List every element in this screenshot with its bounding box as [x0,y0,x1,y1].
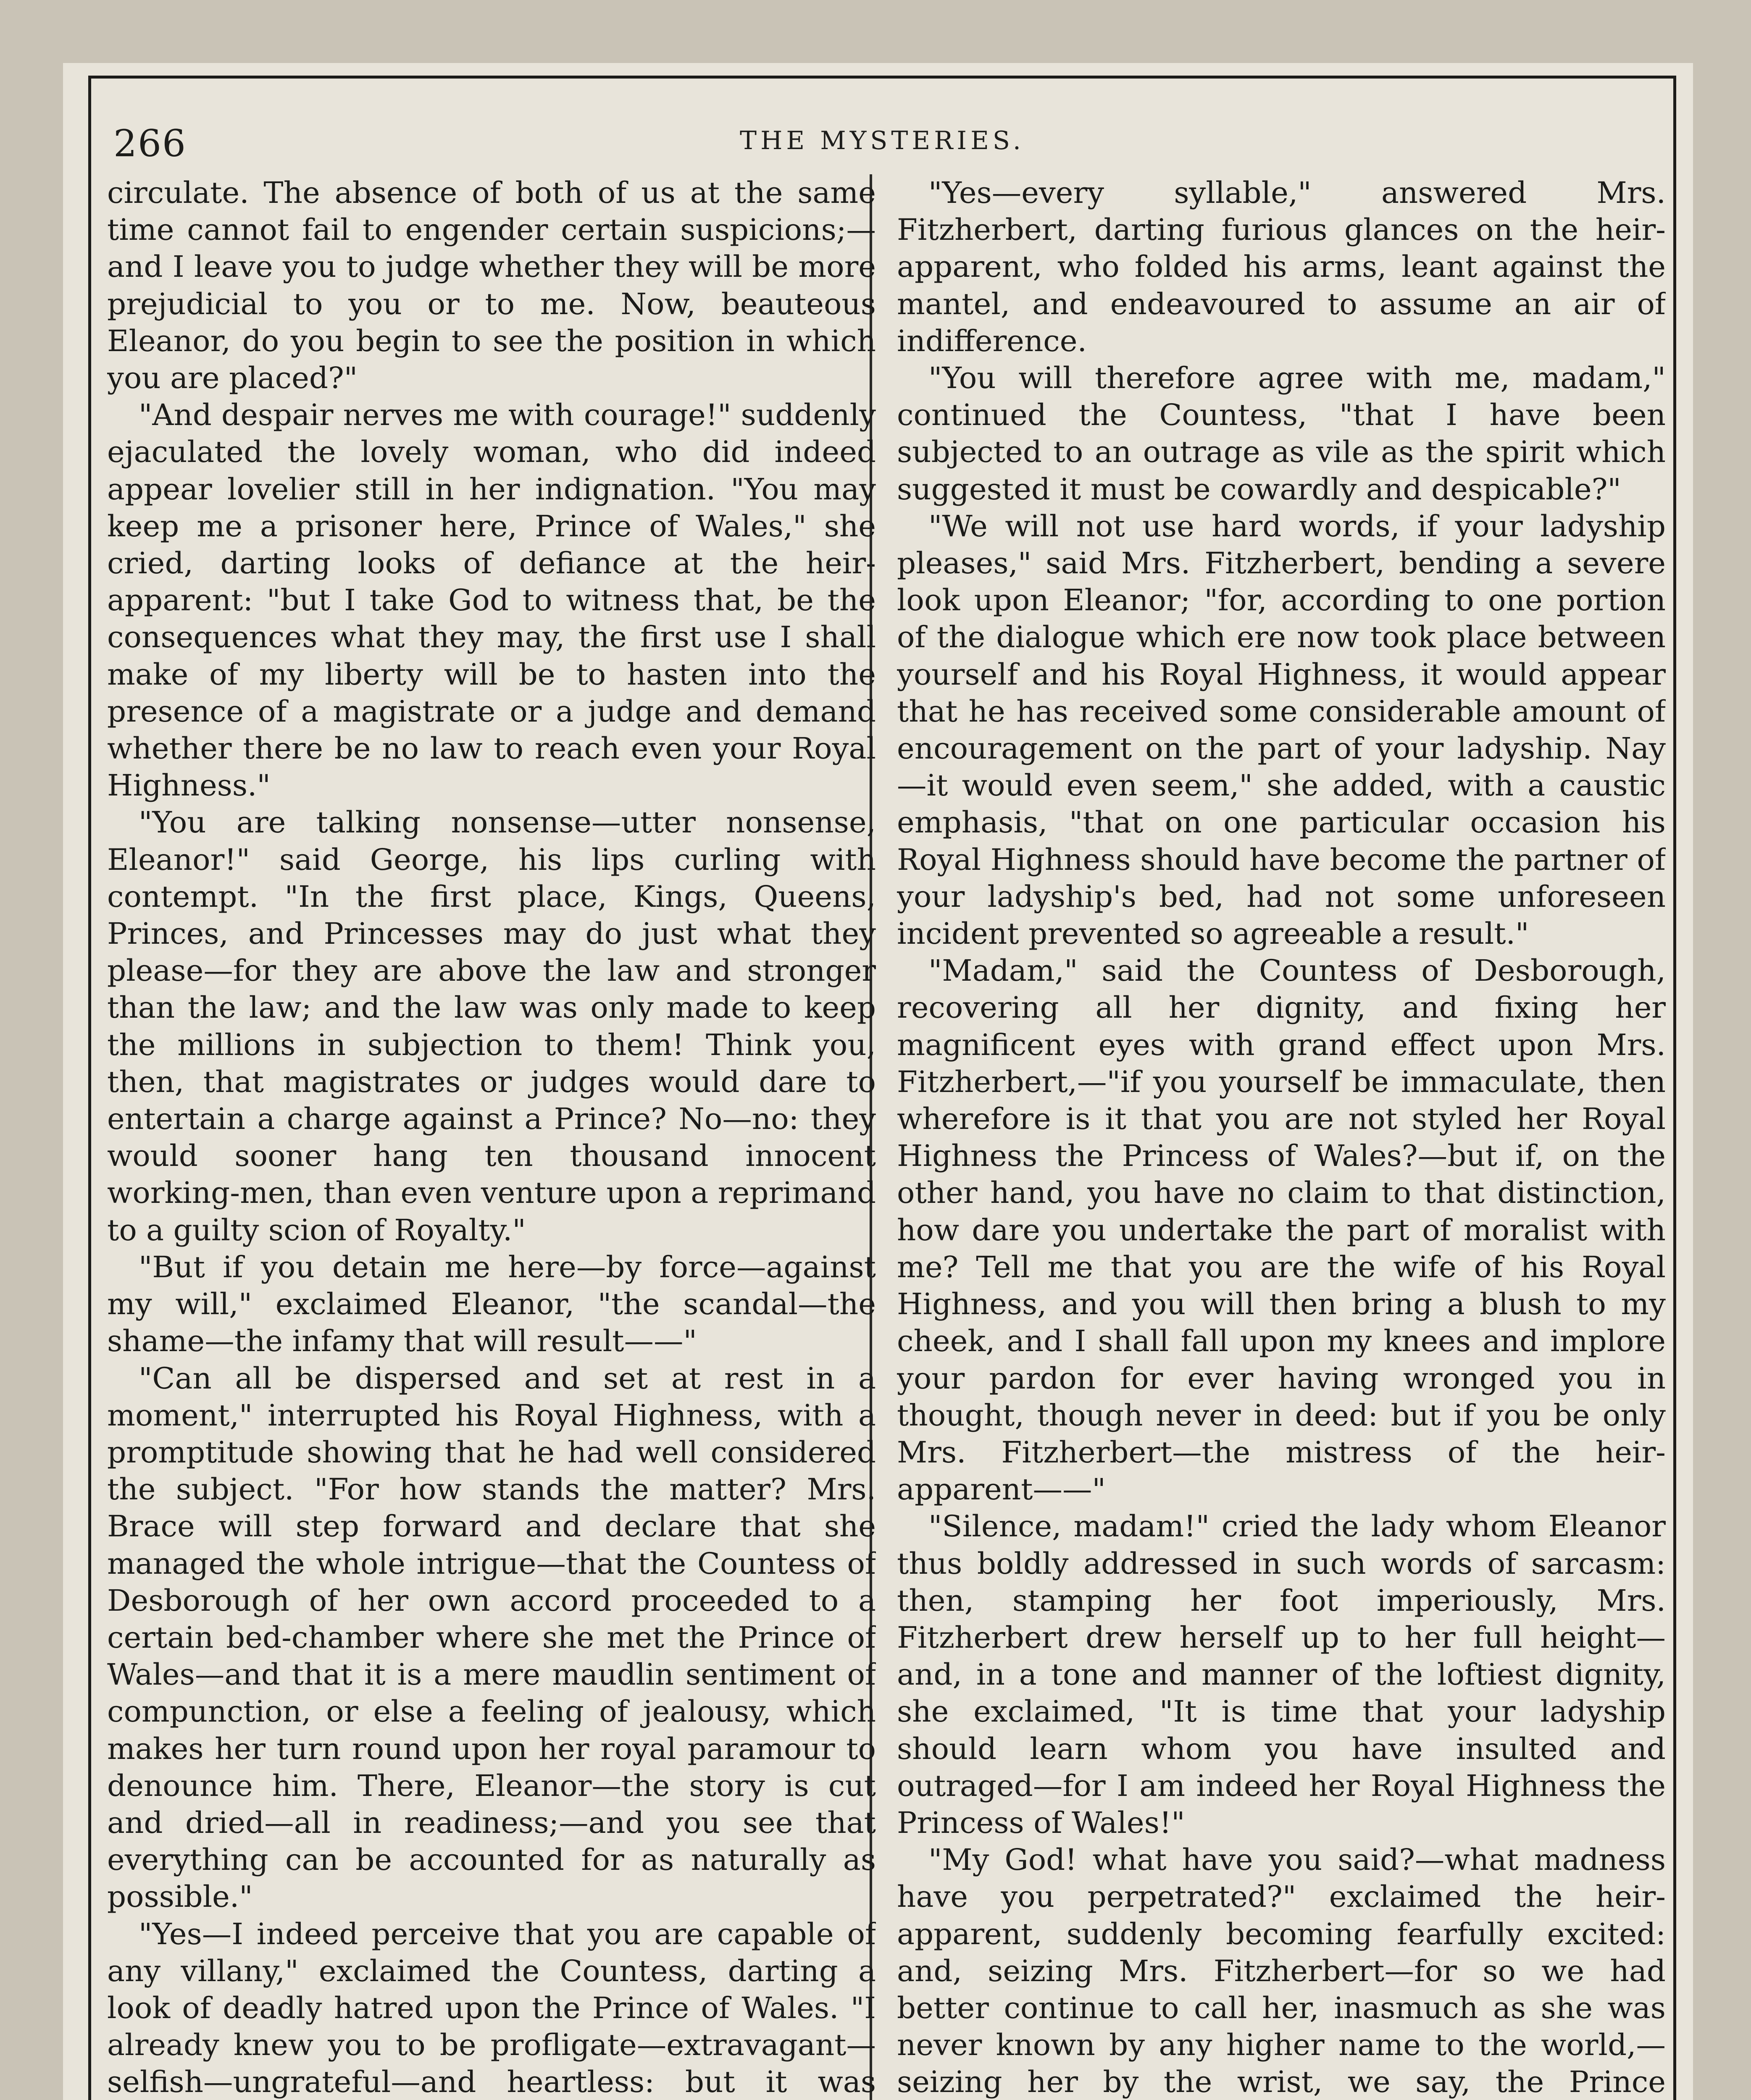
running-head: THE MYSTERIES. [740,126,1025,155]
book-page [63,63,1693,2100]
paragraph: "And despair nerves me with courage!" suddenly ejaculated the lovely woman, who did indeed appear lovelier still in her indignation. "You may keep me a prisoner here, Prince of Wales," she cried, darting looks of defiance at the heir-apparent: "but I take God to witness that, be the consequences what they may, the first use I shall make of my liberty will be to hasten into the presence of a magistrate or a judge and demand whether there be no law to reach even your Royal Highness." [107,398,876,803]
paragraph: "Can all be dispersed and set at rest in a moment," interrupted his Royal Highness, with a promptitude showing that he had well considered the subject. "For how stands the matter? Mrs. Brace will step forward and declare that she managed the whole intrigue—that the Countess of Desborough of her own accord proceeded to a certain bed-chamber where she met the Prince of Wales—and that it is a mere maudlin sentiment of compunction, or else a feeling of jealousy, which makes her turn round upon her royal paramour to denounce him. There, Eleanor—the story is cut and dried—all in readiness;—and you see that everything can be accounted for as naturally as possible." [107,1361,876,1914]
paragraph: "But if you detain me here—by force—against my will," exclaimed Eleanor, "the scandal—the shame—the infamy that will result——" [107,1250,876,1359]
page-number: 266 [113,122,187,165]
paragraph: "You are talking nonsense—utter nonsense, Eleanor!" said George, his lips curling with contempt. "In the first place, Kings, Queens, Princes, and Princesses may do just what they please—for they are above the law and stronger than the law; and the law was only made to keep the millions in subjection to them! Think you, then, that magistrates or judges would dare to entertain a charge against a Prince? No—no: they would sooner hang ten thousand innocent working-men, than even venture upon a reprimand to a guilty scion of Royalty." [107,805,876,1247]
left-column [107,174,876,2100]
paragraph: "Silence, madam!" cried the lady whom Eleanor thus boldly addressed in such words of sarcasm: then, stamping her foot imperiously, Mrs. Fitzherbert drew herself up to her full height—and, in a tone and manner of the loftiest dignity, she exclaimed, "It is time that your ladyship should learn whom you have insulted and outraged—for I am indeed her Royal Highness the Princess of Wales!" [897,1509,1666,1840]
page-header [88,97,1676,168]
paragraph: circulate. The absence of both of us at the same time cannot fail to engender certain suspicions;—and I leave you to judge whether they will be more prejudicial to you or to me. Now, beauteous Eleanor, do you begin to see the position in which you are placed?" [107,176,876,396]
paragraph: "Yes—I indeed perceive that you are capable of any villany," exclaimed the Countess, darting a look of deadly hatred upon the Prince of Wales. "I already knew you to be profligate—extravagant—selfish—ungrateful—and heartless: but it was [107,1916,876,2100]
paragraph: "Madam," said the Countess of Desborough, recovering all her dignity, and fixing her magnificent eyes with grand effect upon Mrs. Fitzherbert,—"if you yourself be immaculate, then wherefore is it that you are not styled her Royal Highness the Princess of Wales?—but if, on the other hand, you have no claim to that distinction, how dare you undertake the part of moralist with me? Tell me that you are the wife of his Royal Highness, and you will then bring a blush to my cheek, and I shall fall upon my knees and implore your pardon for ever having wronged you in thought, though never in deed: but if you be only Mrs. Fitzherbert—the mistress of the heir-apparent——" [897,953,1666,1507]
paragraph: "My God! what have you said?—what madness have you perpetrated?" exclaimed the heir-apparent, suddenly becoming fearfully excited: and, seizing Mrs. Fitzherbert—for so we had better continue to call her, inasmuch as she was never known by any higher name to the world,—seizing her by the wrist, we say, the Prince [897,1843,1666,2100]
paragraph: "Yes—every syllable," answered Mrs. Fitzherbert, darting furious glances on the heir-apparent, who folded his arms, leant against the mantel, and endeavoured to assume an air of indifference. [897,176,1666,358]
paragraph: "You will therefore agree with me, madam," continued the Countess, "that I have been subjected to an outrage as vile as the spirit which suggested it must be cowardly and despicable?" [897,361,1666,507]
paragraph: "We will not use hard words, if your ladyship pleases," said Mrs. Fitzherbert, bending a severe look upon Eleanor; "for, according to one portion of the dialogue which ere now took place between yourself and his Royal Highness, it would appear that he has received some considerable amount of encouragement on the part of your ladyship. Nay—it would even seem," she added, with a caustic emphasis, "that on one particular occasion his Royal Highness should have become the partner of your ladyship's bed, had not some unforeseen incident prevented so agreeable a result." [897,509,1666,951]
right-column [897,174,1666,2100]
